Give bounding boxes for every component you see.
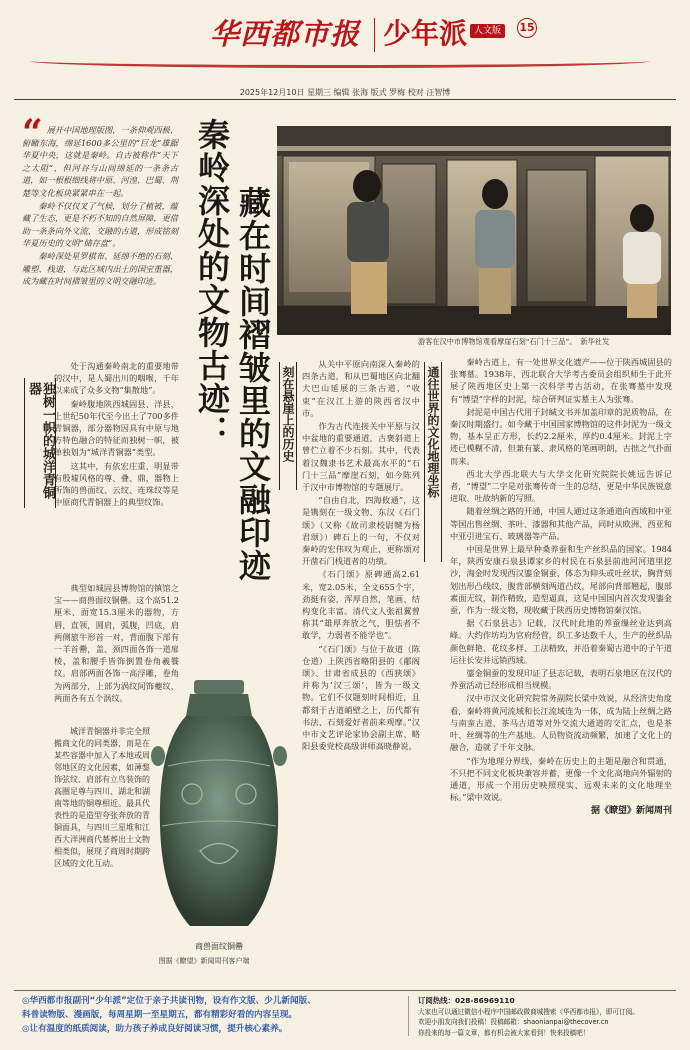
intro-para: 展开中国地理版图，一条仰观西极、俯瞰东海，绵延1600多公里的“巨龙”雄踞华夏中央，这就是秦岭。自古被称作“天下之大阻”，但河谷与山间绵延的一条条古道，如一根根细线将中原、河湟、巴蜀、荆楚等文化板块紧紧串在一起。: [22, 125, 178, 198]
sub-title: 藏在时间褶皱里的文融印迹: [234, 186, 272, 582]
subscribe-line: 欢迎小朋友向我们投稿！投稿邮箱：shaonianpai@thecover.cn: [418, 1018, 609, 1026]
photo-caption-text: 游客在汉中市博物馆观看摩崖石刻“石门十三品”。: [418, 337, 577, 346]
subscribe-line: 你投来的每一篇文章，都有机会被大家看到！快来投稿吧！: [418, 1028, 590, 1037]
quote-mark: “: [22, 112, 43, 154]
section3-credit: 据《瞭望》新闻周刊: [590, 806, 672, 817]
section1-para: 典型如城固县博物馆的镇馆之宝——商兽面纹铜罍。这个高51.2厘米、面宽15.3厘米的器物，方唇，直领，圆肩，弧腹，凹底，肩两侧旅牛形首一对，背面腹下部有一羊首罍，盖、颈四面各饰一道扉棱，盖和腰手皆饰倒置卷角羲餮纹。肩部两面各饰一高浮雕，卷角为两部分，上部为涡纹间饰夔纹，两面各有五个涡纹。: [54, 583, 179, 703]
section3-para: “作为地理分界线，秦岭在历史上的主题是融合和贯通，不只把不同文化板块兼容并蓄，更像一个文化高地向外辐射的通道，形成一个用历史映照现实、远观未来的文化地理坐标。”梁中效说。: [450, 755, 672, 803]
section3-para: 封泥是中国古代用于封缄文书并加盖印章的泥质物品，在秦汉时期盛行。如今藏于中国国家博物馆的这件封泥为一级文物，基本呈正方形，长约2.2厘米，厚约0.4厘米。封泥上字迹已模糊不清，但兼有篆、隶风格的笔画明朗，古拙之气扑面而来。: [450, 406, 672, 466]
section3-para: 鎏金铜蚕的发现印证了县志记载，表明石泉地区在汉代的养蚕活动已经形成相当规模。: [450, 668, 672, 691]
footer-promo: [22, 994, 402, 1036]
masthead-swoosh: [30, 54, 650, 68]
subscribe-line: 大家也可以通过微信小程序中国邮政微商城搜索《华西都市报》，即可订阅。: [418, 1007, 639, 1016]
masthead: [0, 0, 690, 100]
section3-para: 秦岭古道上，有一处世界文化遗产——位于陕西城固县的张骞墓。1938年，西北联合大学考古委员会组织师生于此开展了陕西地区史上第一次科学考古活动，在张骞墓中发现有“博望”字样的封泥，综合研判证实墓主人为张骞。: [450, 357, 672, 404]
masthead-brand: 华西都市报: [210, 17, 361, 51]
main-title: 秦岭深处的文物古迹：: [193, 118, 231, 448]
section2-heading: 刻在悬崖上的历史: [279, 362, 297, 490]
footer-promo-line: ◎华西都市报副刊“少年派”定位于亲子共读刊物，设有作文版、少儿新闻版、: [22, 996, 316, 1006]
museum-photo-art: [277, 126, 671, 335]
bronze-vessel-image: [150, 676, 288, 934]
section3-para: 汉中市汉文化研究院常务副院长梁中效说，从经济史角度看，秦岭将黄河流域和长江流域连为一体，成为陆上丝绸之路与南蛮古道、茶马古道等对外交流大通道的交汇点，也是茶叶、丝绸等的生产基地。人员物资流动频繁，加速了文化上的融合，造就了千年文脉。: [450, 693, 672, 753]
section2-body: [302, 358, 420, 754]
section3-para: 随着丝绸之路的开通，中国人通过这条通道向西域和中亚等国出售丝绸、茶叶、漆器和其他产品，同时从欧洲、西亚和中亚引进宝石、玻璃器等产品。: [450, 506, 672, 541]
figure-credit: 图据《瞭望》新闻周刊客户端: [158, 957, 250, 965]
intro-para: 秦岭不仅仅叉了气候，划分了植被，蕴藏了生态，更是不朽不知的自然屏障，更借助一条条向外文流、交融的古道，形成铭刻华夏历史的文明“储存盘”。: [22, 200, 178, 249]
footer-promo-line: 科普读物版、漫画版，每周星期一至星期五，都有精彩好看的内容呈现。: [22, 1010, 298, 1020]
section3-heading: 通往世界的文化地理坐标: [424, 362, 442, 562]
section2-para: 从关中平原向南深入秦岭的四条古道，和从巴蜀地区向北翻大巴山延展的三条古道，“收束”在汉江上游的陕西省汉中市。: [302, 359, 420, 418]
section1-para: 秦岭腹地陕西城固县、洋县，上世纪50年代至今出土了700多件青铜器，部分器物因具有中原与地方特色融合的特征而独树一帜，被单独划为“城洋青铜器”类型。: [54, 398, 179, 458]
section2-para: 《石门颂》原碑通高2.61米，宽2.05米，全文655个字，劲挺有姿，浑厚自然，笔画、结构变化丰富。清代文人张祖翼曾称其“雄厚奔放之气，胆怯者不敢学，力弱者不能学也”。: [302, 569, 420, 641]
masthead-badge: 人文版: [470, 24, 505, 38]
footer-divider: [408, 996, 409, 1036]
section1-para: 城洋青铜器并非完全照搬商文化的同类器，而是在某些容器中加入了本地或周邻地区的文化因素，如薄鍪饰弦纹、肩部有立鸟装饰的高圈足尊与四川、湖北和湖南等地的铜尊相近。最具代表性的是造型夸张奔放的青铜面具，与四川三星堆和江西大洋洲商代墓葬出土文物相类似，展现了商周时期跨区域的文化互动。: [54, 727, 150, 868]
subscribe-title: 订阅热线：028-86969110: [418, 996, 515, 1005]
page-number: 15: [517, 18, 537, 38]
museum-photo: [277, 126, 671, 335]
masthead-rule: [14, 99, 676, 100]
section1-para: 这其中，有依宏庄重、明显带有殷墟风格的尊、叠、鼎，器物上所饰的兽面纹、云纹、连珠纹等是中原商代青铜器上的典型纹饰。: [54, 460, 179, 508]
section3-para: 据《石泉县志》记载，汉代时此地的养蚕缫丝业达到高峰。大约作坊均为官府经营，织工多达数千人，生产的丝织品颜色鲜艳、花纹多样、工法精致，并沿着秦蜀古道中的子午道运往长安并远销西域。: [450, 618, 672, 665]
section2-para: “《石门颂》与位于故道（陈仓道）上陕西省略阳县的《郙阁颂》、甘肃省成县的《西狭颂》并称为‘汉三颂’，皆为一级文物。它们不仅题刻时间相近，且都刻于古道峭壁之上，历代都有书法、石刻爱好者前来观摩。”汉中市文艺评论家协会副主席、略阳县委党校高级讲师高晓静说。: [302, 643, 420, 752]
footer-promo-line: ◎让有温度的纸质阅读，助力孩子养成良好阅读习惯，提升核心素养。: [22, 1024, 288, 1034]
intro-lead: [22, 124, 178, 288]
section1-body-lower: [54, 726, 150, 871]
photo-caption: [418, 337, 676, 347]
figure-caption: 商兽面纹铜罍: [195, 942, 243, 951]
dateline: 2025年12月10日 星期三 编辑 张海 版式 罗梅 校对 汪智博: [239, 88, 451, 97]
section2-para: 作为古代连接关中平原与汉中盆地的重要通道，古褒斜道上曾伫立着不少石刻。其中，代表着汉魏隶书艺术最高水平的“石门十三品”摩崖石刻，如今陈列于汉中市博物馆的专题展厅。: [302, 421, 420, 493]
footer-subscribe: [418, 996, 680, 1038]
masthead-divider: [374, 18, 375, 52]
masthead-section: 少年派: [383, 17, 468, 50]
bronze-vessel-figure: [150, 676, 288, 974]
section3-para: 西北大学西北联大与大学文化研究院院长姚远告诉记者，“博望”二字是对张骞传奇一生的总结，更是中华民族锐意进取、吐故纳新的写照。: [450, 468, 672, 504]
section1-heading: 独树一帜的城洋青铜器: [24, 378, 56, 508]
section1-para: 处于沟通秦岭南北的重要地带的汉中，是人蜀出川的咽喉，千年以来成了众多文物“集散地”。: [54, 361, 179, 396]
section3-para: 中国是世界上最早种桑养蚕和生产丝织品的国家。1984年，陕西安康石泉县谭家乡的村民在石泉县前池河河道里挖沙，淘金时发现西汉鎏金铜蚕，体态为仰头或吐丝状，胸背刻划出形凸线纹，腹背部横刻两道凸纹，尾部向背部翘起，腹部素面无纹，制作精致，造型逼真，这是中国国内首次发现鎏金蚕，作为一级文物，现收藏于陕西历史博物馆秦汉馆。: [450, 544, 672, 616]
intro-para: 秦岭深处星罗棋布、延绵不绝的石刻、雕塑、栈道，与此区域内出土的国宝重器，成为藏在时间褶皱里的文明交融印迹。: [22, 250, 178, 287]
photo-credit: 新华社发: [580, 337, 610, 346]
section2-para: “自由自北，四海攸通”，这是镌刻在一级文物、东汉《石门颂》（又称《故司隶校尉犍为杨君颂》）碑石上的一句，不仅对秦岭的宏伟叹为观止，更称颂对开凿石门栈道者的功绩。: [302, 495, 420, 567]
section1-body: [54, 360, 179, 509]
footer-rule: [14, 990, 676, 991]
section3-body: [450, 356, 672, 818]
